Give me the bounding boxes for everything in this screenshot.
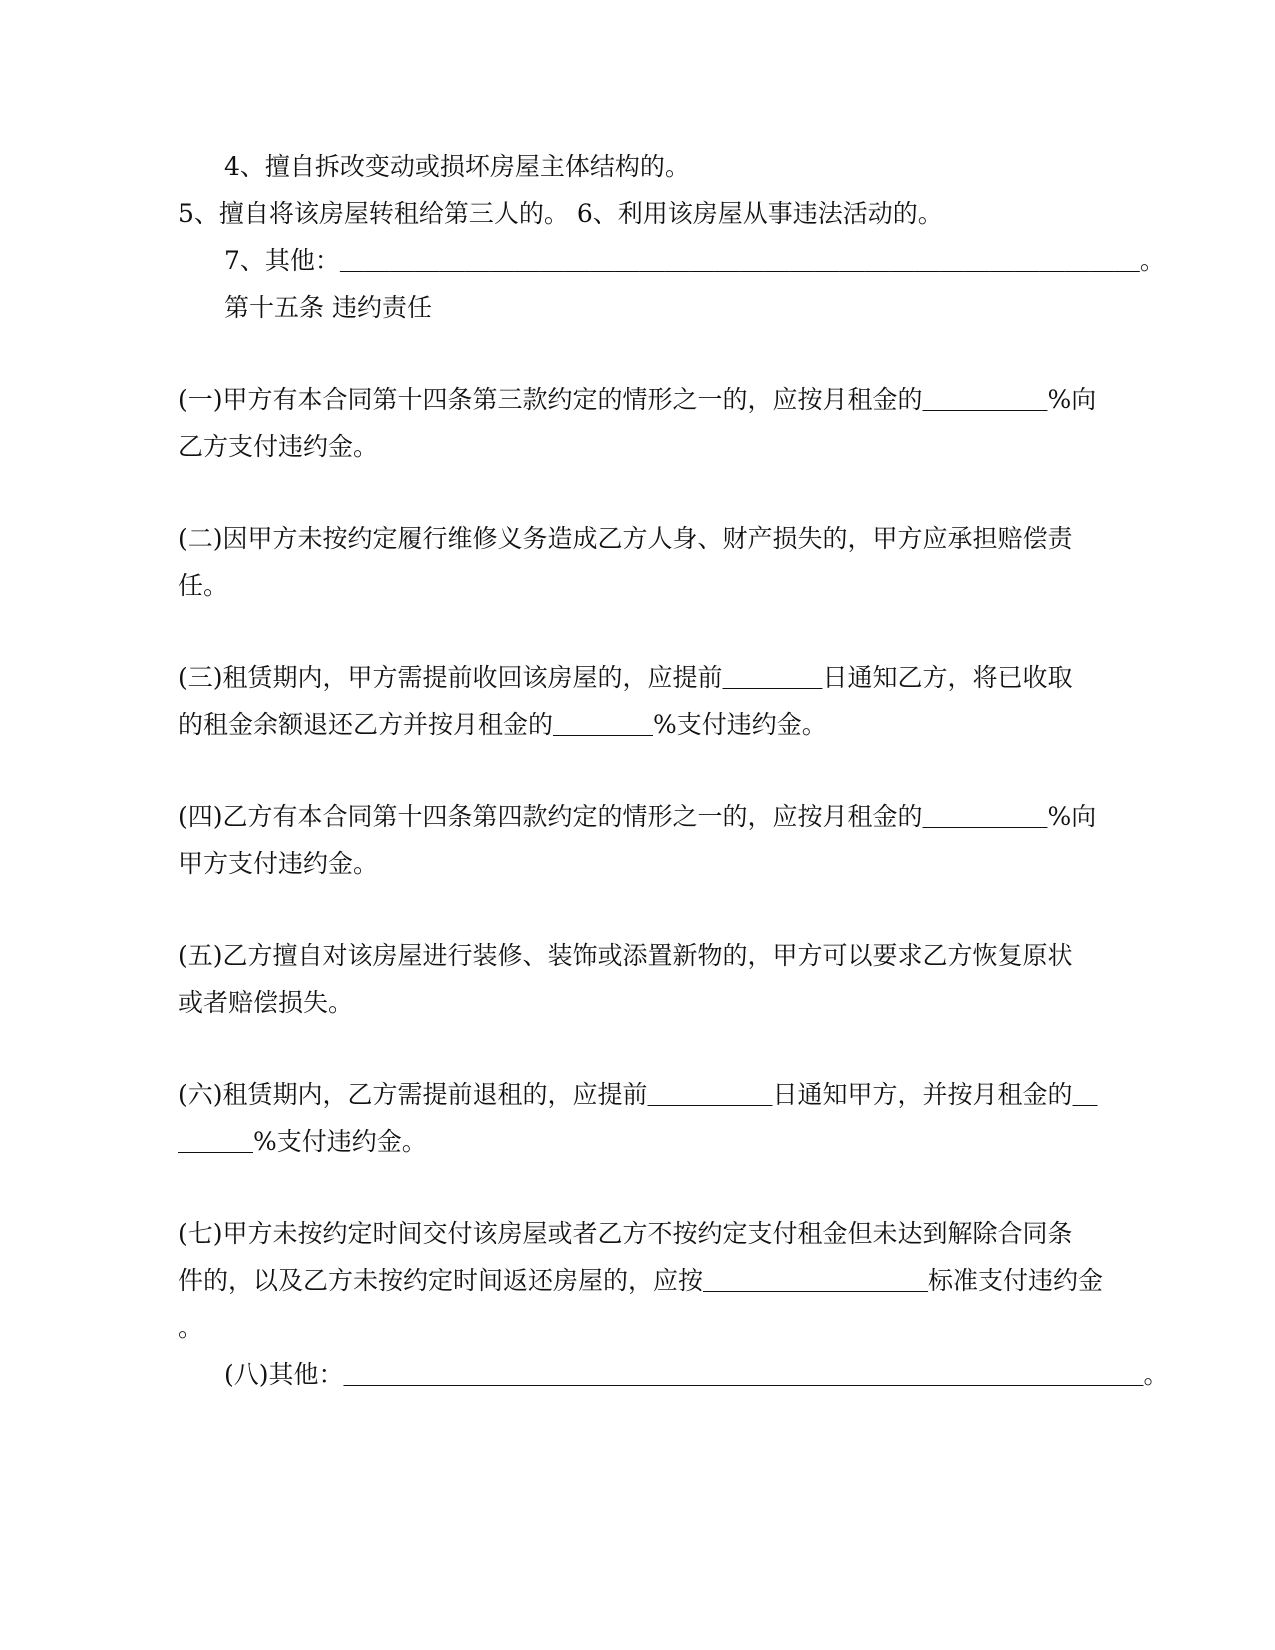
clause-8: (八)其他：＿＿＿＿＿＿＿＿＿＿＿＿＿＿＿＿＿＿＿＿＿＿＿＿＿＿＿＿＿＿＿＿。 (224, 1360, 1169, 1389)
clause-6-line-1: (六)租赁期内，乙方需提前退租的，应提前＿＿＿＿＿日通知甲方，并按月租金的＿ (178, 1080, 1098, 1109)
item-14-4: 4、擅自拆改变动或损坏房屋主体结构的。 (224, 152, 690, 181)
clause-4-line-1: (四)乙方有本合同第十四条第四款约定的情形之一的，应按月租金的＿＿＿＿＿%向 (178, 802, 1097, 831)
item-14-5-6: 5、擅自将该房屋转租给第三人的。 6、利用该房屋从事违法活动的。 (178, 199, 943, 228)
clause-7-line-1: (七)甲方未按约定时间交付该房屋或者乙方不按约定支付租金但未达到解除合同条 (178, 1219, 1073, 1248)
clause-3-line-2: 的租金余额退还乙方并按月租金的＿＿＿＿%支付违约金。 (178, 710, 827, 739)
clause-3-line-1: (三)租赁期内，甲方需提前收回该房屋的，应提前＿＿＿＿日通知乙方，将已收取 (178, 663, 1073, 692)
clause-7-line-2: 件的，以及乙方未按约定时间返还房屋的，应按＿＿＿＿＿＿＿＿＿标准支付违约金 (178, 1266, 1104, 1295)
clause-1-line-2: 乙方支付违约金。 (178, 432, 379, 461)
item-14-7: 7、其他：＿＿＿＿＿＿＿＿＿＿＿＿＿＿＿＿＿＿＿＿＿＿＿＿＿＿＿＿＿＿＿＿。 (224, 246, 1165, 275)
clause-4-line-2: 甲方支付违约金。 (178, 849, 379, 878)
clause-5-line-1: (五)乙方擅自对该房屋进行装修、装饰或添置新物的，甲方可以要求乙方恢复原状 (178, 941, 1073, 970)
clause-2-line-2: 任。 (178, 571, 229, 600)
clause-2-line-1: (二)因甲方未按约定履行维修义务造成乙方人身、财产损失的，甲方应承担赔偿责 (178, 524, 1073, 553)
clause-6-line-2: ＿＿＿%支付违约金。 (178, 1127, 427, 1156)
clause-5-line-2: 或者赔偿损失。 (178, 988, 354, 1017)
clause-1-line-1: (一)甲方有本合同第十四条第三款约定的情形之一的，应按月租金的＿＿＿＿＿%向 (178, 385, 1097, 414)
article-15-heading: 第十五条 违约责任 (224, 293, 432, 322)
clause-7-line-3: 。 (178, 1313, 204, 1342)
